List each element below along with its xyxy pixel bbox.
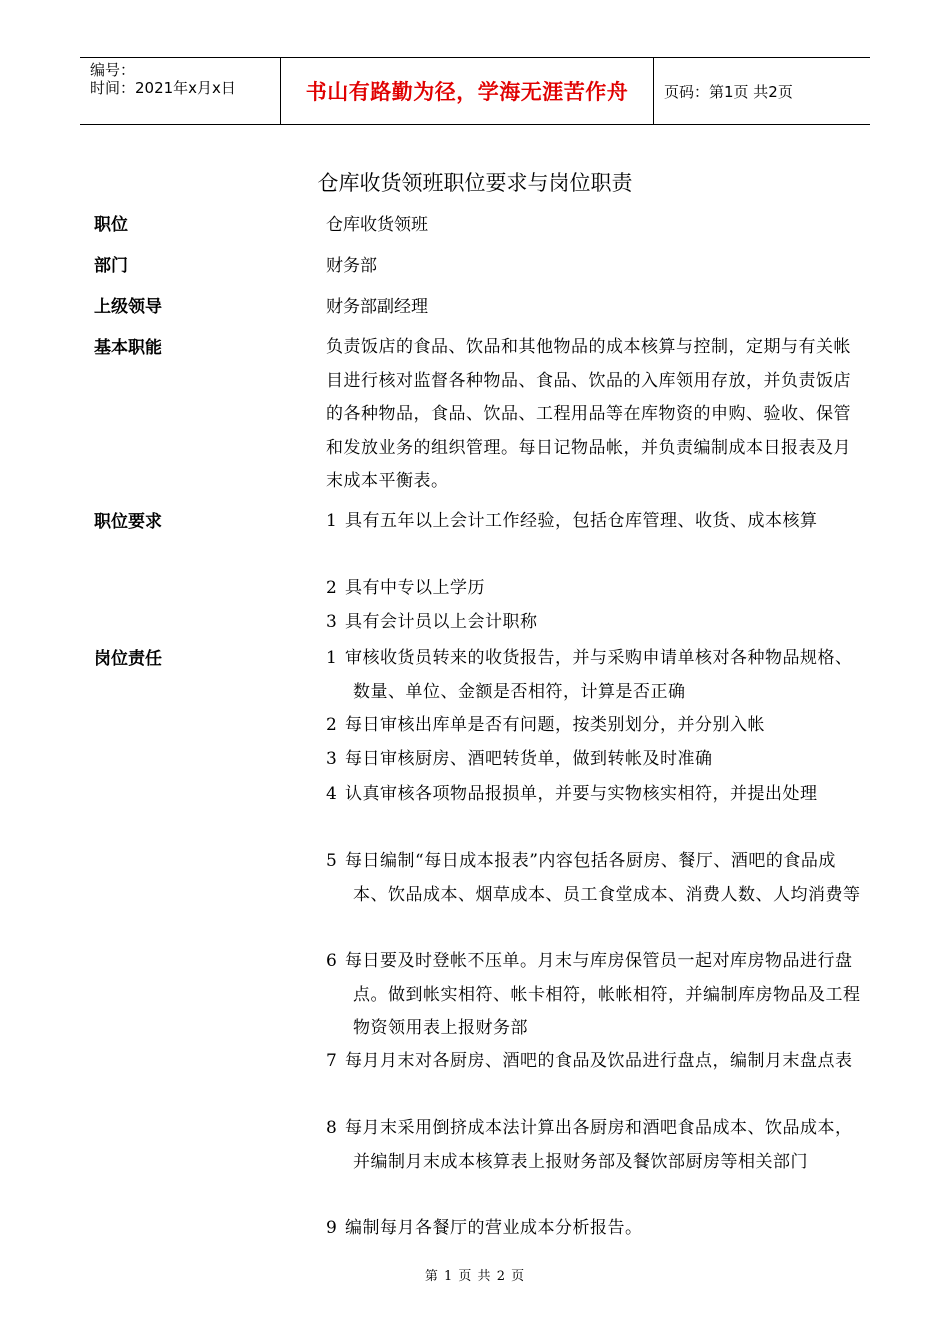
document-date: 时间：2021年x月x日 bbox=[90, 79, 236, 97]
item-number: 9 bbox=[326, 1218, 338, 1238]
field-value-position: 仓库收货领班 bbox=[326, 215, 428, 235]
item-number: 3 bbox=[326, 749, 338, 769]
document-title: 仓库收货领班职位要求与岗位职责 bbox=[317, 171, 633, 195]
page-footer: 第 1 页 共 2 页 bbox=[424, 1269, 526, 1284]
header-page-cell bbox=[654, 58, 870, 124]
basic-function-text: 负责饭店的食品、饮品和其他物品的成本核算与控制，定期与有关帐目进行核对监督各种物品、食品、饮品的入库领用存放，并负责饭店的各种物品，食品、饮品、工程用品等在库物资的申购、验收、保管和发放业务的组织管理。每日记物品帐，并负责编制成本日报表及月末成本平衡表。 bbox=[326, 337, 851, 491]
basic-function-label: 基本职能 bbox=[94, 338, 162, 358]
header-motto-cell bbox=[281, 58, 654, 124]
field-value-supervisor: 财务部副经理 bbox=[326, 297, 428, 317]
field-label-department: 部门 bbox=[94, 256, 128, 276]
item-text: 每日编制“每日成本报表”内容包括各厨房、餐厅、酒吧的食品成本、饮品成本、烟草成本、员工食堂成本、消费人数、人均消费等 bbox=[345, 851, 861, 905]
item-number: 3 bbox=[326, 612, 338, 632]
field-value-department: 财务部 bbox=[326, 256, 377, 276]
item-text: 具有会计员以上会计职称 bbox=[345, 612, 538, 632]
item-text: 认真审核各项物品报损单，并要与实物核实相符，并提出处理 bbox=[345, 784, 818, 804]
field-label-supervisor: 上级领导 bbox=[94, 297, 162, 317]
item-text: 每月末采用倒挤成本法计算出各厨房和酒吧食品成本、饮品成本，并编制月末成本核算表上报财务部及餐饮部厨房等相关部门 bbox=[345, 1118, 853, 1172]
item-text: 具有五年以上会计工作经验，包括仓库管理、收货、成本核算 bbox=[345, 511, 818, 531]
header-meta bbox=[80, 58, 281, 124]
duties-label: 岗位责任 bbox=[94, 649, 162, 669]
item-number: 6 bbox=[326, 951, 338, 971]
item-text: 编制每月各餐厅的营业成本分析报告。 bbox=[345, 1218, 643, 1238]
header-motto: 书山有路勤为径，学海无涯苦作舟 bbox=[305, 80, 629, 104]
document-number-label: 编号： bbox=[90, 61, 136, 79]
field-label-position: 职位 bbox=[94, 215, 128, 235]
item-number: 7 bbox=[326, 1051, 338, 1071]
page-code: 页码：第1页 共2页 bbox=[664, 82, 793, 101]
requirements-label: 职位要求 bbox=[94, 512, 162, 532]
item-number: 4 bbox=[326, 784, 338, 804]
item-number: 2 bbox=[326, 715, 338, 735]
item-number: 1 bbox=[326, 648, 338, 668]
item-text: 每日审核厨房、酒吧转货单，做到转帐及时准确 bbox=[345, 749, 713, 769]
item-text: 每日审核出库单是否有问题，按类别划分，并分别入帐 bbox=[345, 715, 765, 735]
item-number: 8 bbox=[326, 1118, 338, 1138]
page-header bbox=[80, 57, 870, 125]
item-text: 具有中专以上学历 bbox=[345, 578, 485, 598]
item-text: 每日要及时登帐不压单。月末与库房保管员一起对库房物品进行盘点。做到帐实相符、帐卡相符，帐帐相符，并编制库房物品及工程物资领用表上报财务部 bbox=[345, 951, 861, 1038]
item-number: 5 bbox=[326, 851, 338, 871]
item-number: 2 bbox=[326, 578, 338, 598]
item-text: 每月月末对各厨房、酒吧的食品及饮品进行盘点，编制月末盘点表 bbox=[345, 1051, 853, 1071]
item-number: 1 bbox=[326, 511, 338, 531]
item-text: 审核收货员转来的收货报告，并与采购申请单核对各种物品规格、数量、单位、金额是否相符，计算是否正确 bbox=[345, 648, 853, 702]
